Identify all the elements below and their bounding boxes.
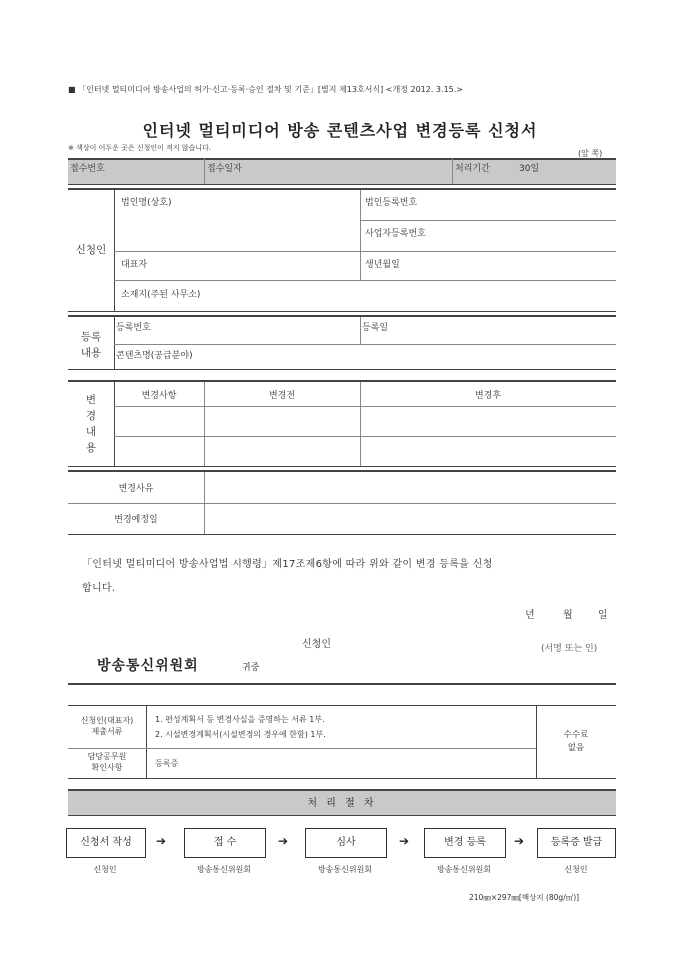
official-check-doc: 등록증	[155, 759, 179, 768]
form-reference-note: ■ 「인터넷 멀티미디어 방송사업의 허가·신고·등록·승인 절차 및 기준」[별지 제13호서식] <개정 2012. 3.15.>	[68, 85, 463, 94]
corp-reg-number-label: 법인등록번호	[365, 198, 418, 208]
arrow-right-icon: ➔	[514, 834, 525, 848]
biz-reg-number-label: 사업자등록번호	[365, 229, 426, 239]
registration-number-label: 등록번호	[116, 323, 151, 333]
year-label: 년	[525, 610, 535, 621]
fee-label: 수수료	[563, 730, 589, 740]
change-section-label-3: 내	[85, 426, 97, 438]
corp-name-label: 법인명(상호)	[121, 198, 172, 208]
arrow-right-icon: ➔	[399, 834, 410, 848]
receipt-number-label: 접수번호	[70, 164, 105, 174]
page-side-label: (앞 쪽)	[578, 149, 603, 158]
change-item-header: 변경사항	[141, 391, 177, 401]
applicant-section-label: 신청인	[75, 244, 107, 256]
signature-note: (서명 또는 인)	[541, 644, 598, 654]
process-actor-2: 방송통신위원회	[196, 865, 252, 874]
month-label: 월	[563, 610, 573, 621]
submit-docs-label-1: 신청인(대표자)	[80, 716, 134, 725]
form-title: 인터넷 멀티미디어 방송 콘텐츠사업 변경등록 신청서	[142, 121, 538, 140]
fee-value: 없음	[567, 743, 585, 753]
address-label: 소재지(주된 사무소)	[121, 290, 201, 300]
process-title: 처 리 절 차	[307, 798, 377, 809]
day-label: 일	[598, 610, 608, 621]
submit-doc-2: 2. 시설변경계획서(시설변경의 경우에 한함) 1부.	[155, 730, 326, 739]
representative-label: 대표자	[121, 260, 148, 270]
organization-name: 방송통신위원회	[97, 658, 199, 674]
paper-spec: 210㎜×297㎜[백상지 (80g/㎡)]	[469, 893, 580, 902]
registration-section-label-1: 등록	[80, 331, 102, 343]
process-actor-5: 신청인	[564, 865, 588, 874]
change-section-label-2: 경	[85, 410, 97, 422]
processing-period-value: 30일	[519, 164, 540, 174]
registration-section-label-2: 내용	[80, 347, 102, 359]
processing-period-label: 처리기간	[455, 164, 490, 174]
submit-doc-1: 1. 편성계획서 등 변경사실을 증명하는 서류 1부.	[155, 715, 325, 724]
arrow-right-icon: ➔	[156, 834, 167, 848]
process-actor-3: 방송통신위원회	[317, 865, 373, 874]
official-check-label-2: 확인사항	[91, 763, 123, 772]
content-name-label: 콘텐츠명(공급분야)	[116, 351, 193, 361]
submit-docs-label-2: 제출서류	[91, 727, 123, 736]
arrow-right-icon: ➔	[278, 834, 289, 848]
process-actor-1: 신청인	[93, 865, 117, 874]
official-check-label-1: 담당공무원	[87, 752, 127, 761]
planned-date-label: 변경예정일	[114, 515, 158, 525]
statement-line-1: 「인터넷 멀티미디어 방송사업법 시행령」제17조제6항에 따라 위와 같이 변경 등록을 신청	[82, 559, 493, 570]
change-after-header: 변경후	[474, 391, 502, 401]
process-step-5: 등록증 발급	[537, 828, 616, 858]
application-statement	[82, 553, 622, 601]
addressee-label: 귀중	[242, 663, 260, 673]
registration-date-label: 등록일	[362, 323, 389, 333]
process-step-4: 변경 등록	[424, 828, 506, 858]
birth-date-label: 생년월일	[365, 260, 400, 270]
process-step-3: 심사	[305, 828, 387, 858]
process-step-1: 신청서 작성	[66, 828, 146, 858]
process-step-2: 접 수	[184, 828, 266, 858]
statement-line-2: 합니다.	[82, 583, 116, 594]
signer-label: 신청인	[302, 639, 331, 650]
change-reason-label: 변경사유	[118, 484, 154, 494]
process-actor-4: 방송통신위원회	[436, 865, 492, 874]
shaded-area-note: ※ 색상이 어두운 곳은 신청인이 적지 않습니다.	[68, 144, 212, 152]
receipt-date-label: 접수일자	[207, 164, 242, 174]
change-before-header: 변경전	[268, 391, 296, 401]
change-section-label-1: 변	[85, 394, 97, 406]
change-section-label-4: 용	[85, 442, 97, 454]
